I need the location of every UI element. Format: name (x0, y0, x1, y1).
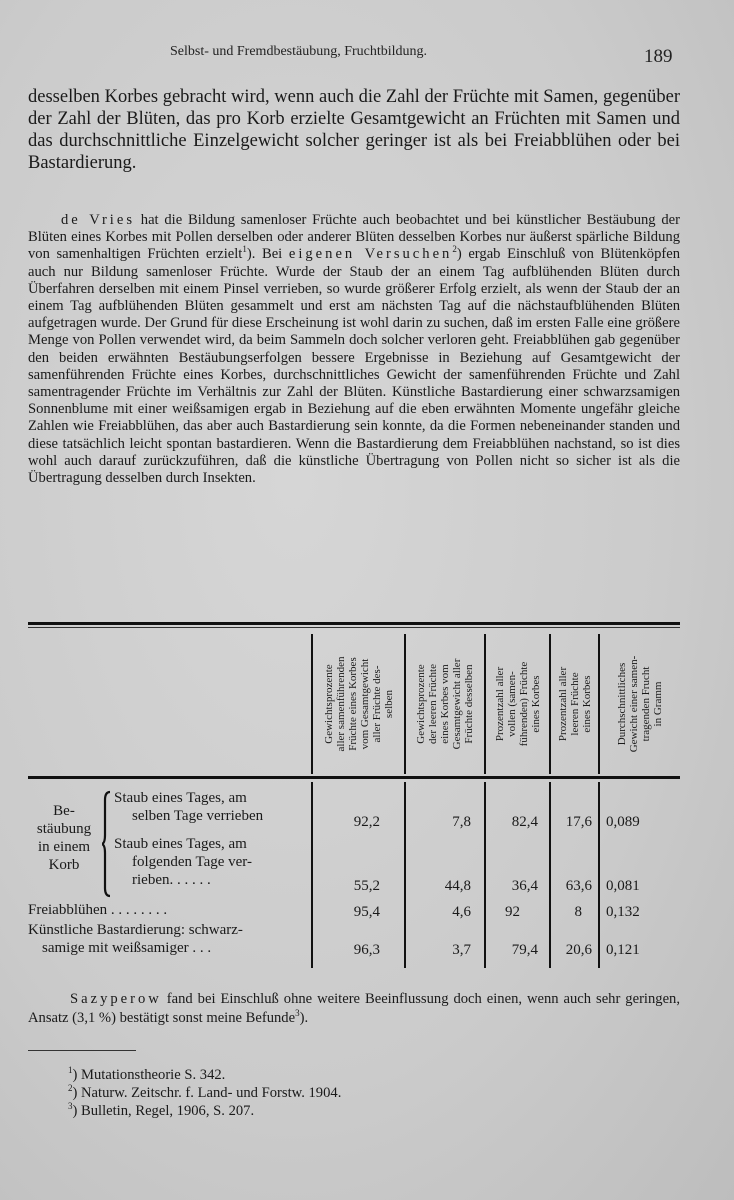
cell-value: 55,2 (353, 878, 380, 894)
cell-value: 20,6 (565, 942, 592, 958)
paragraph-continuation: desselben Korbes gebracht wird, wenn auch die Zahl der Früchte mit Samen, gegenüber der Zahl der Blüten, das pro Korb erzielte Gesamtgewicht an Früchten mit Samen und das durchschnittliche Einzelgewicht solcher geringer ist als bei Freiabblühen oder bei Bastardierung. (28, 87, 680, 173)
column-divider (598, 782, 600, 968)
table-top-rule (28, 622, 680, 625)
cell-value: 36,4 (511, 878, 538, 894)
footnotes (68, 1066, 341, 1120)
paragraph-text: ) ergab Einschluß von Blütenköpfen auch nur Bildung samenloser Früchte. Wurde der Staub der an einem Tag aufblühenden Blüten durch Überfahren derselben mit einem Pinsel verrieben, so wurde größerer Erfolg erzielt, als wenn der Staub der an einem Tag aufblühenden Blüten gesammelt und erst am nächsten Tag auf die nächstaufblühenden Blüten aufgetragen wurde. Der Grund für diese Erscheinung ist wohl darin zu suchen, daß im ersten Falle eine größere Menge von Pollen verwendet wird, da beim Sammeln doch solcher verloren geht. Freiabblühen gab gegenüber den beiden erwähnten Bestäubungserfolgen bessere Ergebnisse in Beziehung auf Gesamtgewicht der samenführenden Früchte eines Korbes, durchschnittliches Gewicht der samenführenden Früchte und Zahl samentragender Früchte im Verhältnis zur Zahl der Blüten. Künstliche Bastardierung einer schwarzsamigen Sonnenblume mit einer weißsamigen ergab in Beziehung auf die eben erwähnten Momente ungefähr gleiche Zahlen wie Freiabblühen, das aber auch Bastardierung sein konnte, da die Formen nebeneinander standen und diese tatsächlich leicht spontan bastardieren. Wenn die Bastardierung dem Freiabblühen nachstand, so ist dies wohl auch darauf zurückzuführen, daß die künstliche Übertragung von Pollen nicht so sicher ist als die Übertragung desselben durch Insekten. (28, 246, 680, 487)
cell-value: 7,8 (452, 814, 471, 830)
cell-value: 4,6 (452, 904, 471, 920)
cell-value: 0,121 (606, 942, 640, 958)
footnote-mark: 3 (68, 1101, 73, 1112)
column-header (406, 636, 484, 772)
row-label: rieben. . . . . . (132, 872, 211, 888)
cell-value: 44,8 (444, 878, 471, 894)
column-header (486, 636, 549, 772)
footnote-text: ) Bulletin, Regel, 1906, S. 207. (72, 1103, 255, 1119)
row-label: selben Tage verrieben (132, 808, 264, 824)
cell-value: 3,7 (452, 942, 471, 958)
column-header-text: Gewichtsprozente der leeren Früchte eines Korbes vom Gesamtgewicht aller Früchte desselben (415, 658, 475, 750)
footnote-separator (28, 1050, 136, 1051)
cell-value: 8 (574, 904, 582, 920)
column-divider (484, 782, 486, 968)
footnote-ref-3[interactable]: 3 (295, 1008, 300, 1019)
paragraph-text: ). Bei (246, 246, 289, 263)
column-header (600, 636, 680, 772)
author-de-vries: de Vries (61, 212, 136, 228)
column-header-text: Prozentzahl aller vollen (samen- führenden) Früchte eines Korbes (493, 661, 542, 747)
cell-value: 95,4 (353, 904, 380, 920)
column-header-text: Prozentzahl aller leeren Früchte eines Korbes (556, 666, 593, 742)
cell-value: 92 (505, 904, 520, 920)
row-label: samige mit weißsamiger . . . (42, 940, 212, 956)
row-label: folgenden Tage ver- (132, 854, 252, 870)
column-divider (311, 782, 313, 968)
footnote-1 (68, 1066, 341, 1084)
cell-value: 92,2 (353, 814, 380, 830)
footnote-mark: 2 (68, 1083, 73, 1094)
footnote-text: ) Mutationstheorie S. 342. (72, 1067, 226, 1083)
footnote-mark: 1 (68, 1065, 73, 1076)
table-top-rule-thin (28, 627, 680, 628)
row-group-label: Be- stäubung in einem Korb (36, 803, 92, 873)
cell-value: 0,132 (606, 904, 640, 920)
column-divider (404, 782, 406, 968)
row-label: Künstliche Bastardierung: schwarz- (28, 922, 243, 938)
cell-value: 79,4 (511, 942, 538, 958)
cell-value: 0,081 (606, 878, 640, 894)
column-divider (549, 782, 551, 968)
brace-icon (102, 790, 112, 898)
footnote-ref-1[interactable]: 1 (242, 244, 247, 255)
footnote-ref-2[interactable]: 2 (452, 244, 457, 255)
page-header (0, 40, 734, 70)
footnote-2 (68, 1084, 341, 1102)
column-header-text: Durchschnittliches Gewicht einer samen- tragenden Frucht in Gramm (616, 655, 664, 753)
footnote-text: ) Naturw. Zeitschr. f. Land- und Forstw. 1904. (72, 1085, 342, 1101)
paragraph-de-vries (28, 212, 680, 487)
paragraph-text: fand bei Einschluß ohne weitere Beeinflussung doch einen, wenn auch sehr geringen, Ansatz (3,1 %) bestätigt sonst meine Befunde (28, 991, 680, 1026)
column-header (551, 636, 598, 772)
paragraph-sazyperow (28, 990, 680, 1028)
paragraph-text: hat die Bildung samenloser Früchte auch beobachtet und bei künstlicher Bestäubung der Blüten eines Korbes mit Pollen derselben oder anderer Blüten desselben Korbes nur äußerst spärliche Bildung von samenhaltigen Früchten erzielt (28, 212, 680, 263)
cell-value: 0,089 (606, 814, 640, 830)
cell-value: 63,6 (565, 878, 592, 894)
footnote-3 (68, 1102, 341, 1120)
running-title: Selbst- und Fremdbestäubung, Fruchtbildung. (170, 44, 428, 59)
page-number: 189 (644, 46, 673, 67)
results-table (28, 622, 680, 972)
cell-value: 96,3 (353, 942, 380, 958)
cell-value: 82,4 (511, 814, 538, 830)
column-header-text: Gewichtsprozente aller samenführenden Früchte eines Korbes vom Gesamtgewicht aller Früchte des- selben (322, 656, 395, 752)
author-sazyperow: Sazyperow (70, 991, 162, 1007)
emphasis-eigenen-versuchen: eigenen Versuchen (288, 246, 453, 263)
cell-value: 17,6 (565, 814, 592, 830)
column-header (313, 636, 404, 772)
row-label: Staub eines Tages, am (114, 836, 247, 852)
row-label: Freiabblühen . . . . . . . . (28, 902, 168, 918)
row-label: Staub eines Tages, am (114, 790, 247, 806)
table-header-rule (28, 776, 680, 779)
paragraph-text: ). (299, 1010, 309, 1026)
